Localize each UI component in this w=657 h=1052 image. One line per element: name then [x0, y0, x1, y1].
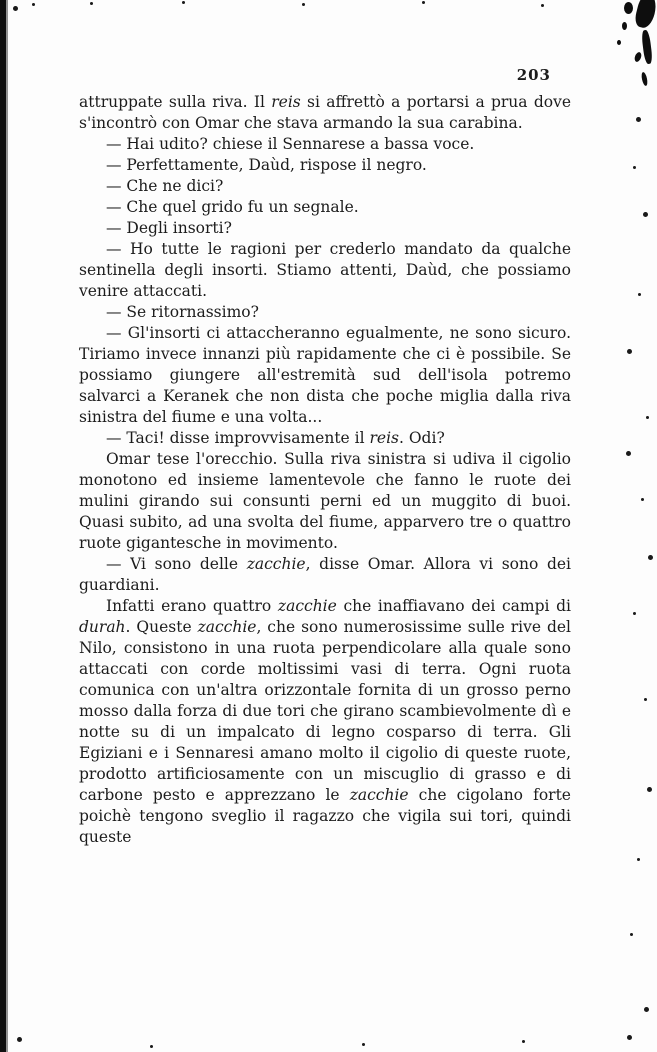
text-run: — Gl'insorti ci attaccheranno egualmente, ne sono sicuro. Tiriamo invece innanzi più rapidamente che ci è possibile. Se possiamo giungere all'estremità sud dell'isola potremo salvarci a Keranek che non dista che poche miglia dalla riva sinistra del fiume e una volta...	[79, 324, 571, 426]
paragraph	[79, 596, 571, 848]
paragraph	[79, 197, 571, 218]
paragraph	[79, 239, 571, 302]
paragraph	[79, 449, 571, 554]
text-run: si affrettò a portarsi a prua dove s'incontrò con Omar che stava armando la sua carabina.	[79, 93, 572, 132]
paragraph	[79, 92, 571, 134]
ink-blob	[633, 0, 657, 30]
text-run: che cigolano forte poichè tengono sveglio il ragazzo che vigila sui tori, quindi queste	[79, 786, 571, 846]
text-run: — Taci! disse improvvisamente il	[106, 429, 370, 447]
italic-term: zacchie	[349, 786, 409, 804]
text-run: — Se ritornassimo?	[106, 303, 259, 321]
text-run: — Che ne dici?	[106, 177, 224, 195]
paragraph	[79, 134, 571, 155]
ink-blob	[624, 2, 633, 14]
italic-term: durah	[79, 618, 126, 636]
italic-term: zacchie	[246, 555, 306, 573]
ink-smudge-top-right	[587, 0, 657, 110]
italic-term: reis	[271, 93, 301, 111]
scan-artifact-left-edge	[0, 0, 6, 1052]
ink-blob	[617, 40, 621, 45]
ink-blob	[641, 30, 653, 65]
paragraph	[79, 176, 571, 197]
text-run: . Queste	[125, 618, 198, 636]
text-run: che inaffiavano dei campi di	[336, 597, 572, 615]
paragraph	[79, 428, 571, 449]
text-run: , disse Omar. Allora vi sono dei guardiani.	[79, 555, 572, 594]
text-run: — Perfettamente, Daùd, rispose il negro.	[106, 156, 427, 174]
text-run: — Ho tutte le ragioni per crederlo mandato da qualche sentinella degli insorti. Stiamo attenti, Daùd, che possiamo venire attaccati.	[79, 240, 571, 300]
text-run: attruppate sulla riva. Il	[79, 93, 272, 111]
text-run: — Degli insorti?	[106, 219, 232, 237]
ink-blob	[641, 72, 649, 87]
paragraph	[79, 323, 571, 428]
text-run: Omar tese l'orecchio. Sulla riva sinistra si udiva il cigolio monotono ed insieme lamentevole che fanno le ruote dei mulini girando sui consunti perni ed un muggito di buoi. Quasi subito, ad una svolta del fiume, apparvero tre o quattro ruote gigantesche in movimento.	[79, 450, 571, 552]
text-run: — Vi sono delle	[106, 555, 247, 573]
page-number: 203	[516, 66, 551, 84]
scan-speckles	[0, 0, 3, 3]
paragraph	[79, 302, 571, 323]
paragraph	[79, 554, 571, 596]
italic-term: reis	[369, 429, 399, 447]
text-run: , che sono numerosissime sulle rive del Nilo, consistono in una ruota perpendicolare alla quale sono attaccati con corde moltissimi vasi di terra. Ogni ruota comunica con un'altra orizzontale fornita di un grosso perno mosso dalla forza di due tori che girano scambievolmente dì e notte su di un impalcato di legno cosparso di terra. Gli Egiziani e i Sennaresi amano molto il cigolio di queste ruote, prodotto artificiosamente con un miscuglio di grasso e di carbone pesto e apprezzano le	[79, 618, 572, 804]
text-run: . Odi?	[399, 429, 445, 447]
text-run: — Hai udito? chiese il Sennarese a bassa voce.	[106, 135, 475, 153]
italic-term: zacchie	[277, 597, 337, 615]
paragraph	[79, 218, 571, 239]
text-run: Infatti erano quattro	[106, 597, 278, 615]
paragraph	[79, 155, 571, 176]
italic-term: zacchie	[197, 618, 257, 636]
ink-blob	[633, 51, 642, 62]
ink-blob	[622, 22, 627, 30]
text-run: — Che quel grido fu un segnale.	[106, 198, 359, 216]
text-block	[79, 92, 571, 848]
